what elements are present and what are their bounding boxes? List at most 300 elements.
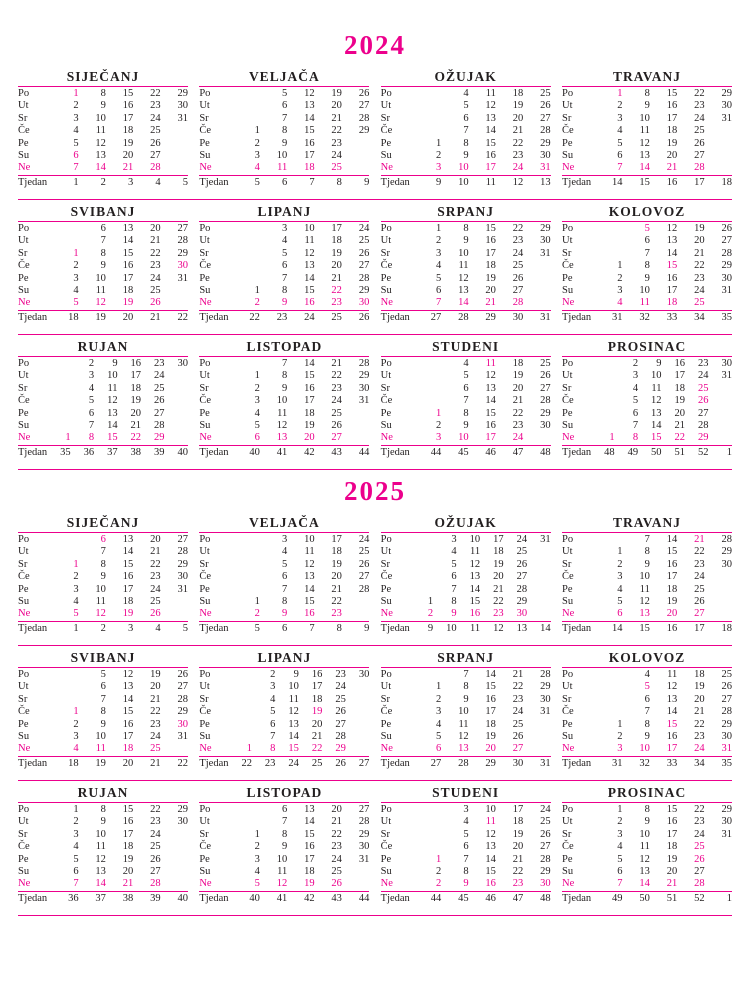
day-cell: 24 (331, 149, 342, 161)
day-cell (705, 596, 732, 608)
day-cell: 10 (458, 162, 469, 174)
day-cell: 19 (694, 223, 705, 234)
week-label: Tjedan (18, 622, 48, 634)
day-cell: 13 (485, 112, 496, 124)
day-cell: 24 (516, 534, 528, 545)
day-row (381, 829, 551, 841)
day-cell: 8 (644, 804, 650, 815)
day-cell: 29 (358, 828, 370, 840)
week-number: 21 (150, 311, 161, 323)
day-cell: 2 (254, 841, 260, 853)
day-row (18, 669, 188, 681)
day-cell: 14 (122, 235, 134, 247)
week-row (18, 756, 188, 770)
day-row (199, 125, 369, 137)
day-cell: 10 (95, 272, 106, 284)
day-cell: 30 (540, 693, 551, 705)
day-cell (523, 285, 550, 297)
day-cell: 27 (721, 693, 732, 705)
day-cell: 12 (276, 878, 288, 890)
day-cell: 6 (281, 100, 288, 112)
day-cell: 24 (150, 112, 161, 124)
day-cell: 10 (458, 432, 469, 444)
day-label: Pe (561, 137, 573, 149)
month-name: KOLOVOZ (562, 204, 732, 222)
month-name: STUDENI (381, 339, 551, 357)
day-cell: 13 (651, 407, 662, 419)
day-cell: 24 (512, 432, 524, 444)
week-number: 48 (604, 446, 615, 458)
day-cell: 26 (516, 558, 528, 570)
week-number: 1 (726, 446, 732, 458)
day-cell: 9 (100, 571, 106, 583)
sunday-row (18, 162, 188, 175)
day-cell: 12 (107, 395, 118, 407)
day-cell: 16 (666, 100, 678, 112)
day-cell: 28 (177, 693, 188, 705)
day-cell: 15 (651, 432, 662, 444)
day-label: Ut (561, 546, 573, 558)
quarter-divider (18, 915, 732, 916)
day-cell: 7 (281, 358, 288, 369)
day-label: Ut (561, 370, 573, 382)
day-cell: 9 (100, 260, 106, 272)
day-cell: 2 (73, 816, 79, 828)
day-cell: 15 (485, 223, 496, 234)
day-row (381, 138, 551, 150)
day-cell: 26 (512, 730, 524, 742)
month-block (562, 204, 732, 324)
day-cell: 8 (100, 88, 106, 99)
day-cell: 18 (666, 841, 678, 853)
day-cell: 5 (100, 669, 106, 680)
day-cell: 8 (644, 88, 650, 99)
day-cell: 25 (150, 841, 161, 853)
day-label: Su (18, 419, 30, 431)
day-cell: 15 (485, 681, 496, 693)
week-number: 2 (100, 176, 106, 188)
day-label: Ne (380, 162, 393, 174)
day-cell (161, 150, 188, 162)
day-cell: 29 (358, 370, 370, 382)
week-row (562, 621, 732, 635)
day-cell: 14 (122, 693, 134, 705)
day-cell: 30 (540, 235, 551, 247)
sunday-row (381, 743, 551, 756)
day-label: Po (561, 534, 574, 545)
day-row (18, 235, 188, 247)
sunday-row (199, 297, 369, 310)
day-label: Pe (18, 272, 29, 284)
day-cell: 18 (311, 693, 323, 705)
day-cell: 21 (666, 162, 678, 174)
day-cell: 28 (358, 112, 370, 124)
day-cell (527, 559, 551, 571)
day-cell: 8 (463, 865, 469, 877)
day-cell: 25 (358, 546, 370, 558)
quarter-divider (18, 645, 732, 646)
day-row (199, 88, 369, 100)
day-cell: 20 (694, 235, 705, 247)
day-cell: 19 (331, 247, 342, 259)
day-cell (47, 395, 70, 407)
day-cell: 5 (281, 247, 288, 259)
sunday-row (381, 432, 551, 445)
day-cell: 28 (358, 358, 370, 369)
day-cell (595, 694, 622, 706)
day-cell: 23 (150, 718, 161, 730)
sunday-row (199, 432, 369, 445)
day-cell: 7 (281, 583, 288, 595)
day-cell (228, 669, 251, 681)
day-cell: 17 (485, 247, 496, 259)
day-cell: 21 (331, 112, 342, 124)
day-row (18, 285, 188, 297)
day-cell: 15 (666, 260, 678, 272)
day-cell (233, 804, 260, 816)
month-block (199, 204, 369, 324)
month-block (381, 69, 551, 189)
week-number: 44 (430, 892, 442, 904)
month-block (562, 785, 732, 905)
month-name: VELJAČA (199, 515, 369, 533)
day-cell: 23 (694, 272, 705, 284)
month-name: SVIBANJ (18, 204, 188, 222)
day-label: Pe (199, 407, 210, 419)
week-number: 40 (177, 446, 188, 458)
month-grid (562, 804, 732, 905)
week-number: 10 (446, 622, 457, 634)
day-cell (595, 534, 622, 546)
day-cell: 5 (73, 608, 79, 620)
day-cell: 13 (485, 382, 496, 394)
day-cell: 12 (639, 853, 650, 865)
day-label: Su (561, 149, 574, 161)
day-cell: 3 (617, 828, 623, 840)
day-cell: 6 (463, 112, 469, 124)
day-label: Su (199, 284, 211, 296)
day-cell: 29 (335, 743, 346, 755)
day-cell: 31 (540, 247, 551, 259)
day-row (562, 113, 732, 125)
day-cell: 12 (95, 853, 106, 865)
day-label: Če (199, 125, 211, 137)
day-cell: 22 (331, 284, 342, 296)
day-cell: 15 (666, 88, 678, 99)
day-cell: 23 (331, 297, 342, 309)
day-cell: 29 (721, 804, 732, 815)
day-row (562, 235, 732, 247)
day-row (562, 223, 732, 235)
day-row (562, 841, 732, 853)
day-cell (51, 694, 78, 706)
day-label: Če (199, 260, 211, 272)
week-number: 15 (639, 622, 650, 634)
day-cell: 2 (617, 730, 623, 742)
day-row (18, 138, 188, 150)
day-cell: 18 (122, 595, 134, 607)
day-cell (591, 420, 614, 432)
day-cell: 7 (463, 395, 469, 407)
day-cell: 16 (666, 558, 678, 570)
day-cell: 27 (697, 407, 709, 419)
week-number: 20 (122, 757, 134, 769)
day-label: Pe (199, 137, 210, 149)
day-cell: 12 (304, 88, 315, 99)
day-label: Ne (199, 743, 212, 755)
day-cell: 20 (150, 534, 161, 545)
day-cell (161, 297, 188, 310)
day-cell: 30 (721, 272, 732, 284)
day-cell: 11 (95, 284, 106, 296)
week-number: 22 (249, 311, 260, 323)
week-number: 45 (458, 892, 469, 904)
month-block (562, 69, 732, 189)
day-label: Sr (561, 112, 572, 124)
day-cell: 17 (122, 112, 134, 124)
day-cell: 1 (617, 546, 623, 558)
day-cell: 18 (331, 235, 342, 247)
month-grid (18, 223, 188, 324)
day-cell: 4 (617, 583, 623, 595)
day-cell: 15 (485, 137, 496, 149)
day-cell: 24 (512, 706, 524, 718)
day-cell: 27 (358, 260, 370, 272)
day-cell: 18 (666, 583, 678, 595)
day-label: Sr (199, 828, 209, 840)
day-cell: 19 (485, 730, 496, 742)
day-cell (47, 408, 70, 420)
week-number: 18 (721, 176, 732, 188)
day-row (381, 383, 551, 395)
day-cell: 5 (254, 419, 260, 431)
month-name: SIJEČANJ (18, 515, 188, 533)
day-cell: 9 (451, 608, 457, 620)
week-number: 38 (122, 892, 134, 904)
day-cell: 25 (150, 595, 161, 607)
day-cell: 5 (463, 100, 469, 112)
day-cell (595, 223, 622, 235)
day-label: Po (18, 804, 30, 815)
day-cell: 24 (331, 853, 342, 865)
day-label: Sr (561, 247, 572, 259)
day-cell: 12 (276, 419, 288, 431)
year-block (18, 30, 732, 470)
day-cell: 4 (73, 841, 79, 853)
week-number: 25 (331, 311, 342, 323)
day-label: Če (199, 706, 211, 718)
day-cell: 30 (177, 100, 188, 112)
day-cell: 7 (644, 534, 650, 545)
day-cell: 4 (270, 693, 276, 705)
day-cell: 17 (130, 370, 142, 382)
day-cell: 22 (512, 407, 524, 419)
day-cell: 13 (122, 223, 134, 234)
week-number: 20 (122, 311, 134, 323)
day-label: Pe (380, 272, 392, 284)
month-name: SVIBANJ (18, 650, 188, 668)
day-cell: 12 (95, 608, 106, 620)
day-cell: 7 (270, 730, 276, 742)
day-cell: 16 (122, 260, 134, 272)
day-cell: 21 (512, 125, 524, 137)
day-cell (523, 273, 550, 285)
day-label: Sr (561, 382, 572, 394)
day-cell: 22 (331, 125, 342, 137)
day-cell: 2 (435, 419, 442, 431)
day-row (562, 854, 732, 866)
day-row (18, 113, 188, 125)
day-cell: 4 (451, 546, 457, 558)
day-cell: 7 (281, 272, 288, 284)
day-cell: 16 (485, 419, 496, 431)
day-cell: 13 (288, 718, 299, 730)
week-number: 47 (512, 892, 524, 904)
day-cell: 2 (435, 865, 442, 877)
day-cell: 6 (644, 235, 650, 247)
day-cell (414, 383, 441, 395)
day-cell (595, 248, 622, 260)
day-cell: 28 (721, 534, 732, 545)
day-row (18, 854, 188, 866)
day-cell: 12 (666, 223, 678, 234)
day-cell: 14 (107, 419, 118, 431)
day-cell: 26 (150, 297, 161, 309)
day-row (562, 534, 732, 546)
day-cell: 3 (254, 853, 260, 865)
day-cell: 7 (73, 162, 79, 174)
day-cell: 10 (485, 804, 496, 815)
day-cell: 20 (304, 432, 315, 444)
day-cell: 11 (95, 125, 106, 137)
day-cell: 3 (451, 534, 457, 545)
day-cell: 18 (485, 718, 496, 730)
day-cell: 27 (150, 865, 161, 877)
day-cell (414, 829, 441, 841)
day-label: Pe (199, 718, 210, 730)
day-cell: 28 (358, 583, 370, 595)
day-row (562, 694, 732, 706)
day-cell (346, 743, 370, 756)
day-cell: 18 (512, 816, 524, 828)
week-number: 34 (694, 757, 705, 769)
day-cell: 18 (304, 162, 315, 174)
day-cell: 1 (617, 718, 623, 730)
day-cell: 25 (331, 162, 342, 174)
day-cell: 19 (674, 395, 686, 407)
sunday-row (199, 743, 369, 756)
day-cell: 18 (304, 407, 315, 419)
day-cell: 17 (122, 730, 134, 742)
week-number: 30 (512, 757, 524, 769)
week-row (562, 891, 732, 905)
day-cell: 9 (281, 608, 288, 620)
day-label: Po (380, 669, 392, 680)
day-cell: 9 (281, 841, 288, 853)
day-label: Sr (561, 693, 572, 705)
week-row (18, 445, 188, 459)
day-cell: 8 (644, 718, 650, 730)
day-cell (165, 370, 189, 382)
day-cell (595, 706, 622, 718)
day-cell: 3 (617, 284, 623, 296)
day-row (562, 829, 732, 841)
day-label: Su (199, 149, 211, 161)
day-cell: 23 (512, 149, 524, 161)
day-label: Sr (380, 247, 390, 259)
day-cell (233, 571, 260, 583)
day-cell: 4 (617, 297, 623, 309)
day-cell (233, 584, 260, 596)
day-cell: 21 (311, 730, 323, 742)
day-cell: 17 (122, 272, 134, 284)
day-row (199, 706, 369, 718)
day-cell: 30 (721, 730, 732, 742)
day-cell: 13 (485, 841, 496, 853)
day-cell: 10 (95, 730, 106, 742)
day-cell: 6 (617, 149, 623, 161)
day-cell: 27 (358, 571, 370, 583)
day-cell (527, 546, 551, 558)
day-cell: 30 (358, 382, 370, 394)
week-number: 27 (358, 757, 370, 769)
month-block (381, 650, 551, 770)
day-row (199, 534, 369, 546)
day-cell (414, 88, 441, 100)
day-cell: 15 (122, 558, 134, 570)
day-cell: 22 (493, 595, 504, 607)
day-cell: 13 (639, 608, 650, 620)
week-row (18, 621, 188, 635)
day-cell: 12 (122, 669, 134, 680)
day-cell: 25 (512, 260, 524, 272)
day-cell: 3 (435, 162, 442, 174)
day-cell: 2 (435, 235, 442, 247)
day-cell: 4 (463, 816, 469, 828)
week-row (18, 891, 188, 905)
week-label: Tjedan (18, 892, 48, 904)
day-cell: 9 (463, 149, 469, 161)
day-cell: 5 (73, 297, 79, 309)
day-cell: 23 (694, 816, 705, 828)
day-label: Ut (380, 100, 392, 112)
day-cell: 9 (100, 100, 106, 112)
day-cell: 25 (150, 743, 161, 755)
day-row (381, 88, 551, 100)
quarter-row (18, 515, 732, 635)
day-cell: 26 (694, 853, 705, 865)
day-row (381, 100, 551, 112)
day-cell: 28 (721, 247, 732, 259)
day-label: Ne (561, 878, 575, 890)
day-cell: 11 (639, 841, 650, 853)
day-cell: 30 (177, 718, 188, 730)
day-cell: 20 (331, 100, 342, 112)
day-cell: 7 (435, 297, 442, 309)
day-cell: 16 (485, 149, 496, 161)
day-cell: 27 (177, 223, 188, 234)
day-row (381, 260, 551, 272)
month-name: KOLOVOZ (562, 650, 732, 668)
day-cell: 10 (639, 743, 650, 755)
day-cell: 14 (666, 706, 678, 718)
week-number: 31 (612, 757, 623, 769)
day-label: Če (561, 841, 574, 853)
day-cell: 2 (254, 297, 260, 309)
day-label: Sr (18, 558, 28, 570)
month-grid (18, 88, 188, 189)
day-cell: 10 (95, 583, 106, 595)
